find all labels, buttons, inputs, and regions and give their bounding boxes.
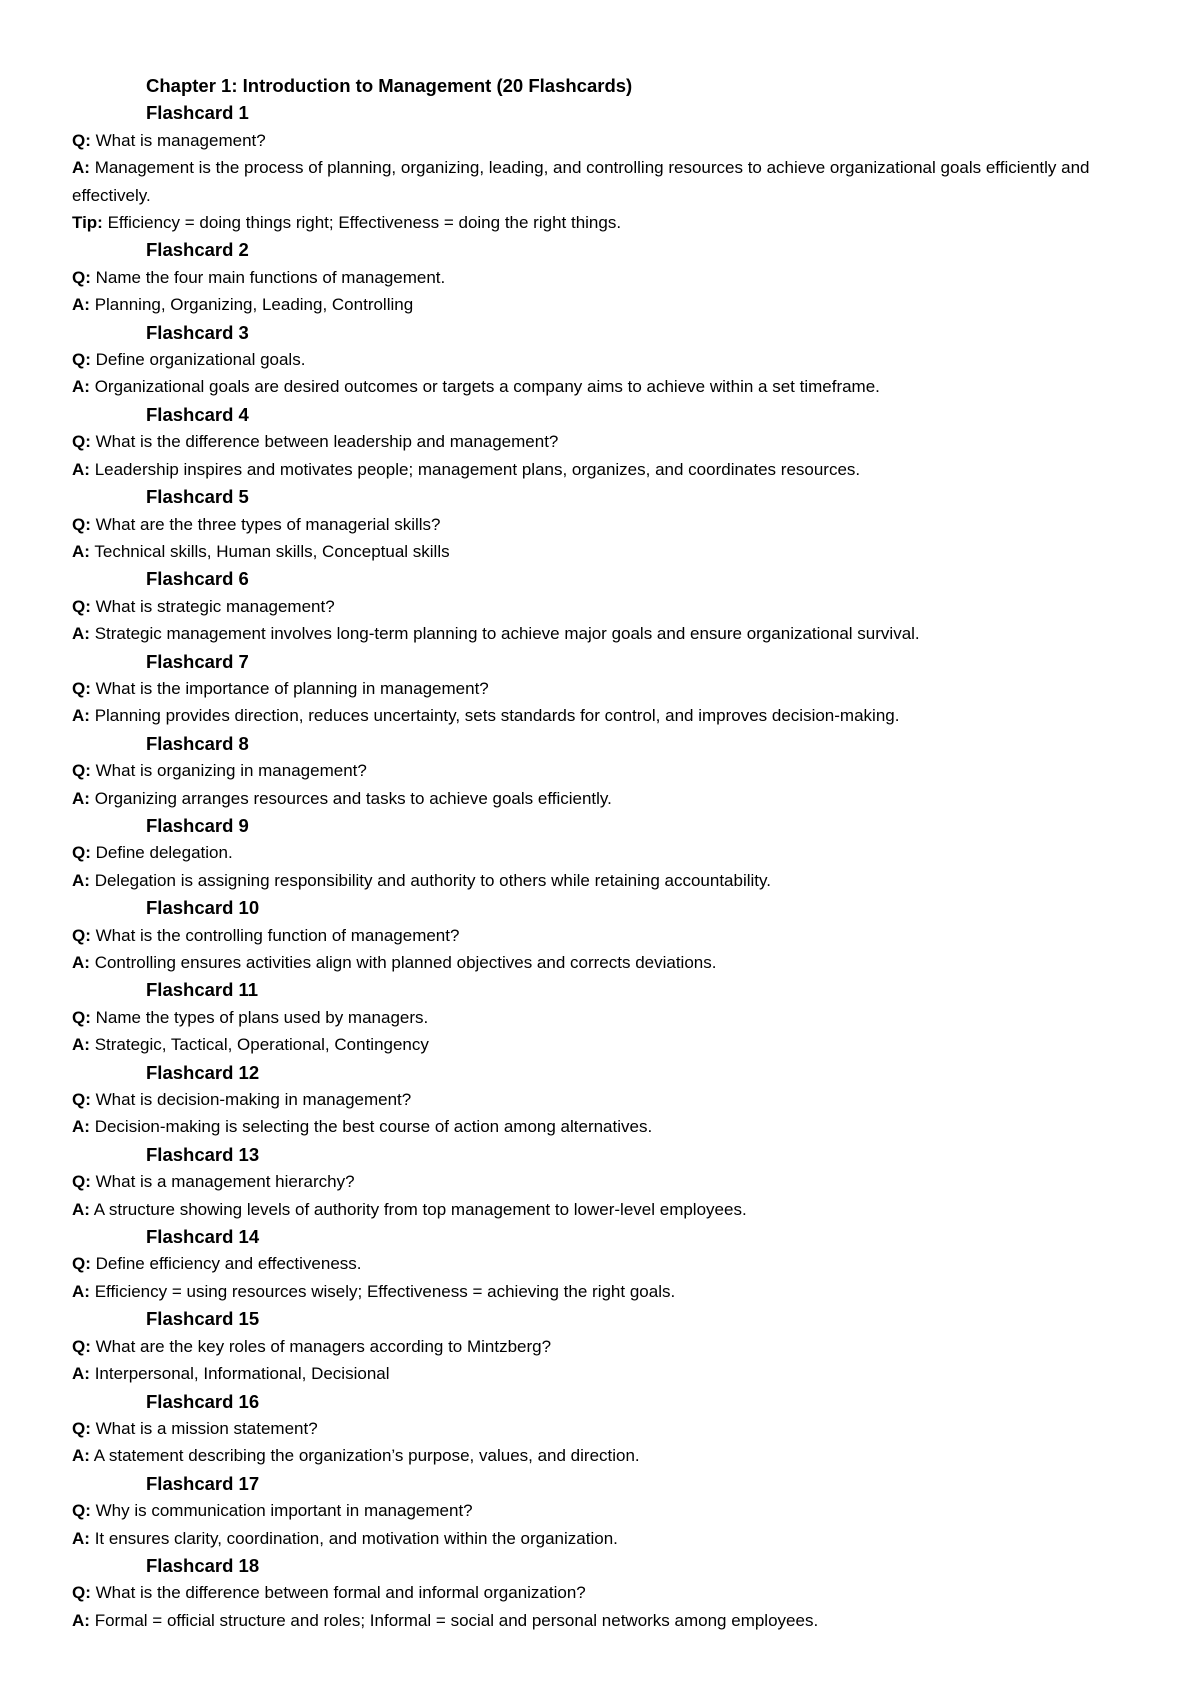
answer-line — [72, 1031, 1120, 1058]
answer-label: A: — [72, 541, 90, 561]
answer-text: Leadership inspires and motivates people; management plans, organizes, and coordinates resources. — [94, 459, 861, 479]
answer-label: A: — [72, 1035, 90, 1055]
flashcard — [72, 1470, 1120, 1552]
flashcard — [72, 236, 1120, 318]
question-line — [72, 127, 1120, 154]
question-line — [72, 1004, 1120, 1031]
flashcard — [72, 99, 1120, 236]
answer-line — [72, 1442, 1120, 1469]
question-text: What are the three types of managerial skills? — [95, 514, 441, 534]
answer-label: A: — [72, 1281, 90, 1301]
answer-label: A: — [72, 1199, 90, 1219]
flashcard-list — [72, 99, 1120, 1634]
flashcard-heading: Flashcard 15 — [146, 1308, 260, 1330]
question-label: Q: — [72, 678, 91, 698]
question-text: What is a mission statement? — [95, 1418, 318, 1438]
flashcard-heading: Flashcard 9 — [146, 814, 249, 836]
flashcard-heading: Flashcard 4 — [146, 403, 249, 425]
flashcard — [72, 812, 1120, 894]
question-text: Why is communication important in management? — [95, 1501, 473, 1521]
question-text: What is the importance of planning in management? — [95, 678, 489, 698]
question-label: Q: — [72, 1172, 91, 1192]
question-text: Define efficiency and effectiveness. — [95, 1254, 362, 1274]
answer-line — [72, 1278, 1120, 1305]
flashcard — [72, 483, 1120, 565]
answer-text: Decision-making is selecting the best course of action among alternatives. — [94, 1117, 653, 1137]
question-text: What are the key roles of managers according to Mintzberg? — [95, 1336, 552, 1356]
answer-text: Formal = official structure and roles; Informal = social and personal networks among employees. — [94, 1610, 819, 1630]
answer-label: A: — [72, 295, 90, 315]
flashcard — [72, 1305, 1120, 1387]
question-label: Q: — [72, 596, 91, 616]
flashcard-heading: Flashcard 6 — [146, 568, 249, 590]
question-line — [72, 428, 1120, 455]
question-label: Q: — [72, 350, 91, 370]
question-text: Name the four main functions of management. — [95, 267, 446, 287]
flashcard-heading: Flashcard 3 — [146, 321, 249, 343]
question-text: What is management? — [95, 130, 266, 150]
answer-label: A: — [72, 377, 90, 397]
answer-line — [72, 702, 1120, 729]
question-label: Q: — [72, 1090, 91, 1110]
answer-label: A: — [72, 624, 90, 644]
question-line — [72, 1250, 1120, 1277]
answer-line — [72, 785, 1120, 812]
answer-label: A: — [72, 870, 90, 890]
question-text: Define organizational goals. — [95, 350, 306, 370]
answer-text: Organizing arranges resources and tasks to achieve goals efficiently. — [94, 788, 612, 808]
answer-line — [72, 538, 1120, 565]
flashcard-heading: Flashcard 14 — [146, 1226, 260, 1248]
question-label: Q: — [72, 1583, 91, 1603]
flashcard-heading: Flashcard 16 — [146, 1390, 260, 1412]
tip-line — [72, 209, 1120, 236]
answer-text: Technical skills, Human skills, Conceptual skills — [94, 541, 450, 561]
answer-line — [72, 867, 1120, 894]
answer-line — [72, 291, 1120, 318]
question-line — [72, 1168, 1120, 1195]
answer-line — [72, 1196, 1120, 1223]
flashcard — [72, 1059, 1120, 1141]
tip-text: Efficiency = doing things right; Effectiveness = doing the right things. — [107, 213, 622, 233]
question-text: What is the difference between leadership and management? — [95, 432, 559, 452]
flashcard-heading: Flashcard 13 — [146, 1143, 260, 1165]
question-line — [72, 593, 1120, 620]
answer-label: A: — [72, 459, 90, 479]
question-text: Define delegation. — [95, 843, 233, 863]
answer-text: Organizational goals are desired outcomes or targets a company aims to achieve within a set timeframe. — [94, 377, 880, 397]
question-line — [72, 346, 1120, 373]
flashcard-heading: Flashcard 18 — [146, 1554, 260, 1576]
question-label: Q: — [72, 267, 91, 287]
answer-text: Delegation is assigning responsibility and authority to others while retaining accountability. — [94, 870, 771, 890]
answer-text: A statement describing the organization’s purpose, values, and direction. — [93, 1446, 640, 1466]
answer-label: A: — [72, 1117, 90, 1137]
flashcard — [72, 648, 1120, 730]
answer-text: Strategic, Tactical, Operational, Contingency — [94, 1035, 429, 1055]
flashcard — [72, 565, 1120, 647]
answer-line — [72, 1525, 1120, 1552]
question-text: What is decision-making in management? — [95, 1090, 412, 1110]
answer-line — [72, 154, 1120, 209]
answer-line — [72, 373, 1120, 400]
question-label: Q: — [72, 1336, 91, 1356]
answer-label: A: — [72, 788, 90, 808]
question-text: What is the difference between formal and informal organization? — [95, 1583, 586, 1603]
question-line — [72, 839, 1120, 866]
answer-line — [72, 620, 1120, 647]
flashcard — [72, 1388, 1120, 1470]
flashcard-heading: Flashcard 12 — [146, 1061, 260, 1083]
flashcard — [72, 894, 1120, 976]
flashcard-heading: Flashcard 2 — [146, 239, 249, 261]
question-label: Q: — [72, 514, 91, 534]
answer-line — [72, 1607, 1120, 1634]
answer-label: A: — [72, 706, 90, 726]
question-text: What is the controlling function of management? — [95, 925, 460, 945]
question-label: Q: — [72, 925, 91, 945]
answer-line — [72, 949, 1120, 976]
answer-text: A structure showing levels of authority from top management to lower-level employees. — [93, 1199, 747, 1219]
answer-line — [72, 1113, 1120, 1140]
document-title: Chapter 1: Introduction to Management (20 Flashcards) — [146, 75, 633, 96]
answer-label: A: — [72, 1364, 90, 1384]
question-label: Q: — [72, 843, 91, 863]
answer-label: A: — [72, 953, 90, 972]
question-line — [72, 264, 1120, 291]
flashcard — [72, 1552, 1120, 1634]
answer-text: Strategic management involves long-term planning to achieve major goals and ensure organizational survival. — [94, 624, 920, 644]
question-line — [72, 1497, 1120, 1524]
question-line — [72, 757, 1120, 784]
question-line — [72, 1579, 1120, 1606]
answer-text: Controlling ensures activities align with planned objectives and corrects deviations. — [94, 953, 717, 972]
flashcard-heading: Flashcard 17 — [146, 1472, 260, 1494]
answer-label: A: — [72, 1446, 90, 1466]
flashcard — [72, 1141, 1120, 1223]
question-line — [72, 1086, 1120, 1113]
tip-label: Tip: — [72, 213, 103, 233]
answer-text: It ensures clarity, coordination, and motivation within the organization. — [94, 1528, 618, 1548]
question-line — [72, 1333, 1120, 1360]
question-line — [72, 511, 1120, 538]
flashcard-heading: Flashcard 10 — [146, 897, 260, 919]
flashcard-heading: Flashcard 11 — [146, 979, 259, 1001]
question-label: Q: — [72, 1501, 91, 1521]
question-label: Q: — [72, 1254, 91, 1274]
answer-text: Planning provides direction, reduces uncertainty, sets standards for control, and improves decision-making. — [94, 706, 900, 726]
flashcard — [72, 319, 1120, 401]
question-text: What is a management hierarchy? — [95, 1172, 355, 1192]
answer-line — [72, 456, 1120, 483]
question-label: Q: — [72, 761, 91, 781]
question-label: Q: — [72, 432, 91, 452]
flashcard-heading: Flashcard 8 — [146, 732, 249, 754]
question-line — [72, 922, 1120, 949]
question-text: What is organizing in management? — [95, 761, 367, 781]
flashcard-heading: Flashcard 1 — [146, 102, 249, 124]
question-label: Q: — [72, 1007, 91, 1027]
answer-label: A: — [72, 158, 90, 178]
question-text: Name the types of plans used by managers. — [95, 1007, 429, 1027]
question-text: What is strategic management? — [95, 596, 335, 616]
flashcard — [72, 730, 1120, 812]
answer-line — [72, 1360, 1120, 1387]
answer-text: Efficiency = using resources wisely; Effectiveness = achieving the right goals. — [94, 1281, 676, 1301]
question-label: Q: — [72, 1418, 91, 1438]
answer-text: Interpersonal, Informational, Decisional — [94, 1364, 390, 1384]
answer-text: Planning, Organizing, Leading, Controlling — [94, 295, 414, 315]
question-line — [72, 675, 1120, 702]
question-label: Q: — [72, 130, 91, 150]
answer-label: A: — [72, 1610, 90, 1630]
flashcard-heading: Flashcard 7 — [146, 650, 249, 672]
question-line — [72, 1415, 1120, 1442]
flashcard — [72, 976, 1120, 1058]
flashcard-heading: Flashcard 5 — [146, 486, 249, 508]
answer-text: Management is the process of planning, organizing, leading, and controlling resources to achieve organizational goals efficiently and effectively. — [72, 158, 1090, 205]
answer-label: A: — [72, 1528, 90, 1548]
flashcard — [72, 401, 1120, 483]
flashcard — [72, 1223, 1120, 1305]
